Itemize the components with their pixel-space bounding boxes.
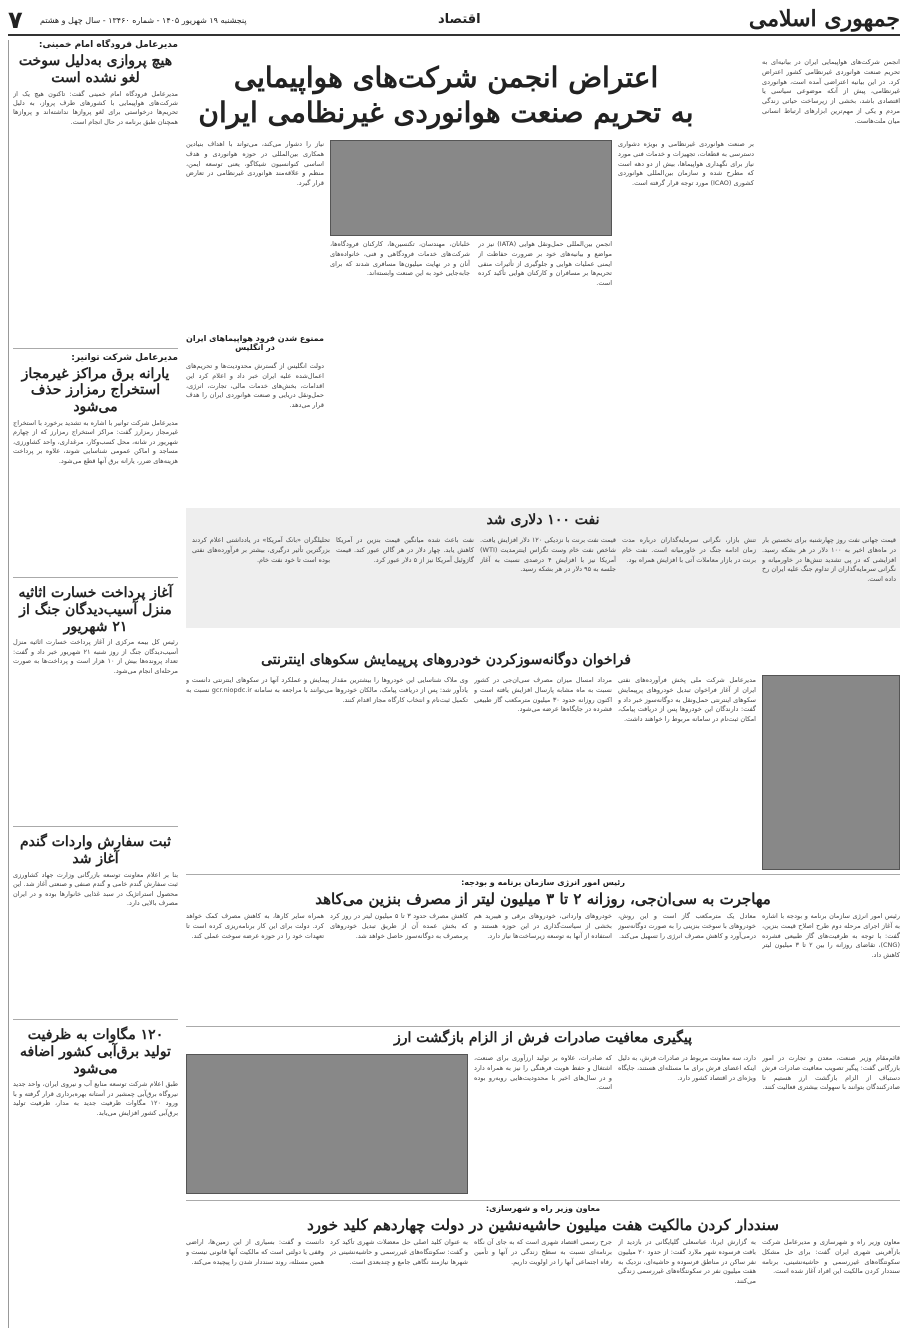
- oil-column-5: تحلیلگران «بانک آمریکا» در یادداشتی اعلام کردند بزرگترین تأثیر درگیری، بیشتر بر فرآورده‌های نفتی بوده است تا خود نفت خام.: [192, 536, 330, 564]
- cng-cars-photo: [762, 675, 900, 870]
- lead-headline-line2: به تحریم صنعت هوانوردی غیرنظامی ایران: [198, 96, 694, 129]
- oil-column-2: تنش بازار، نگرانی سرمایه‌گذاران درباره مدت زمان ادامه جنگ در خاورمیانه است. نفت خام برنت در بازار معاملات آتی با افزایش همراه بود.: [622, 536, 756, 564]
- sidebar-item-insurance: [13, 577, 178, 818]
- petrol-headline: مهاجرت به سی‌ان‌جی، روزانه ۲ تا ۳ میلیون لیتر از مصرف بنزین می‌کاهد: [315, 890, 771, 908]
- lead-headline-line1: اعتراض انجمن شرکت‌های هواپیمایی: [233, 61, 659, 94]
- divider-carpet: [186, 1026, 900, 1027]
- cng-headline: فراخوان دوگانه‌سوزکردن خودروهای پرپیمایش سکوهای اینترنتی: [261, 652, 631, 668]
- sidebar-text-airport: مدیرعامل فرودگاه امام خمینی گفت: تاکنون هیچ یک از شرکت‌های هواپیمایی با کشورهای طرف پرواز، به دلیل تحریم‌ها درخواستی برای لغو پروازها نداشته‌اند و پروازها همچنان طبق برنامه در حال انجام است.: [13, 89, 178, 126]
- housing-column-3: جرح رسمی اقتصاد شهری است که به جای آن نگاه برنامه‌ای نسبت به سطح زندگی در آنها و تأمین رفاه اجتماعی آنها را در اولویت داریم.: [474, 1238, 612, 1266]
- petrol-column-3: خودروهای وارداتی، خودروهای برقی و هیبرید هم بخشی از سیاست‌گذاری در این حوزه هستند و استفاده از آنها به توسعه زیرساخت‌ها نیاز دارد.: [474, 912, 612, 940]
- housing-column-5: دانست و گفت: بسیاری از این زمین‌ها، اراضی وقفی یا دولتی است که مالکیت آنها قانونی نیست و همین مسئله، روند سنددار شدن را پیچیده می‌کند.: [186, 1238, 324, 1266]
- oil-column-3: قیمت نفت برنت با نزدیکی ۱۲۰ دلار افزایش یافت. شاخص نفت خام وست تگزاس اینترمدیت (WTI) آمریکا نیز با افزایش ۴ درصدی نسبت به آغاز جلسه به ۹۵ دلار در هر بشکه رسید.: [480, 536, 616, 574]
- lead-headline: [186, 60, 706, 130]
- sidebar: [8, 40, 178, 1328]
- sidebar-head-airport: هیچ پروازی به‌دلیل سوخت لغو نشده است: [18, 53, 173, 86]
- petrol-column-2: معادل یک مترمکعب گاز است و این روش، خودروهای با سوخت بنزینی را به صورت دوگانه‌سوز درمی‌آورد و کاهش مصرف انرژی را تسهیل می‌کند.: [618, 912, 756, 940]
- lead-column-2: بر صنعت هوانوردی غیرنظامی و بویژه دشواری دسترسی به قطعات، تجهیزات و خدمات فنی مورد نیاز برای نگهداری هواپیماها، بیش از دو دهه است که مطرح شده و سازمان بین‌المللی هوانوردی کشوری (ICAO) مورد توجه قرار گرفته است.: [618, 140, 754, 187]
- housing-column-4: به عنوان کلید اصلی حل معضلات شهری تأکید کرد و گفت: سکونتگاه‌های غیررسمی و حاشیه‌نشینی در شهرها نیازمند نگاهی جامع و چندبعدی است.: [330, 1238, 468, 1266]
- petrol-column-4: کاهش مصرف حدود ۳ تا ۵ میلیون لیتر در روز کرد که بخش عمده آن از طریق تبدیل خودروهای پرمصرف به دوگانه‌سوز حاصل خواهد شد.: [330, 912, 468, 940]
- section-title: اقتصاد: [438, 12, 481, 27]
- sidebar-kicker-crypto: مدیرعامل شرکت توانیر:: [71, 352, 178, 363]
- petrol-column-5: همراه سایر کارها، به کاهش مصرف کمک خواهد کرد. دولت برای این کار برنامه‌ریزی کرده است تا تعهدات خود را در حوزه عرضه سوخت عملی کند.: [186, 912, 324, 940]
- housing-headline: سنددار کردن مالکیت هفت میلیون حاشیه‌نشین در دولت چهاردهم کلید خورد: [307, 1216, 779, 1234]
- sidebar-item-hydro: [13, 1019, 178, 1230]
- divider-petrol: [186, 874, 900, 875]
- lead-column-4: نیاز را دشوار می‌کند، می‌تواند با اهداف بنیادین همکاری بین‌المللی در حوزه هوانوردی و هدف اساسی کنوانسیون شیکاگو، یعنی توسعه ایمن، منظم و علاقه‌مند هوانوردی غیرنظامی در تعارض قرار گیرد.: [186, 140, 324, 187]
- sidebar-item-wheat: [13, 826, 178, 1011]
- carpet-column-2: دارد، سه معاونت مربوط در صادرات فرش، به دلیل اینکه اعضای فرش برای ما مسئله‌ای هستند، جایگاه ویژه‌ای در اقتصاد کشور دارد.: [618, 1054, 756, 1082]
- sidebar-kicker-airport: مدیرعامل فرودگاه امام خمینی:: [38, 40, 178, 50]
- divider-housing: [186, 1200, 900, 1201]
- sidebar-head-wheat: ثبت سفارش واردات گندم آغاز شد: [19, 834, 172, 868]
- carpet-headline: پیگیری معافیت صادرات فرش از الزام بازگشت ارز: [393, 1030, 693, 1046]
- housing-column-1: معاون وزیر راه و شهرسازی و مدیرعامل شرکت بازآفرینی شهری ایران گفت: برای حل مشکل سکونتگاه‌های غیررسمی و حاشیه‌نشینی، برنامه سنددار کردن مالکیت این افراد آغاز شده است.: [762, 1238, 900, 1276]
- lead-column-5: خلبانان، مهندسان، تکنسین‌ها، کارکنان فرودگاه‌ها، شرکت‌های خدمات فرودگاهی و فنی، خانواده‌های آنان و در نهایت میلیون‌ها مسافری شدند که برای جابه‌جایی خود به این صنعت وابسته‌اند.: [330, 240, 470, 278]
- sidebar-text-crypto: مدیرعامل شرکت توانیر با اشاره به تشدید برخورد با استخراج غیرمجاز رمزارز گفت: مراکز استخراج رمزارز که از چهارم شهریور در شانه، محل کسب‌وکار، مرغداری، واحد کشاورزی، مساجد و اماکن عمومی شناسایی شوند، علاوه بر پرداخت هزینه‌های ضرر، یارانه برق آنها قطع می‌شود.: [13, 418, 178, 465]
- oil-column-4: نفت باعث شده میانگین قیمت بنزین در آمریکا کاهش یابد. چهار دلار در هر گالن عبور کند. قیمت گازوئیل آمریکا نیز از ۵ دلار عبور کرد.: [336, 536, 474, 564]
- petrol-kicker: رئیس امور انرژی سازمان برنامه و بودجه:: [461, 878, 625, 887]
- lead-column-1: انجمن شرکت‌های هواپیمایی ایران در بیانیه‌ای به تحریم صنعت هوانوردی غیرنظامی کشور اعتراض کرد. در این بیانیه اعتراضی آمده است، هوانوردی غیرنظامی، پیش از آنکه موضوعی سیاسی یا اقتصادی باشد، بخشی از زیرساخت حیاتی زندگی مردم و یکی از مهم‌ترین ابزارهای ارتباط انسانی میان ملت‌هاست.: [762, 58, 900, 125]
- date-line: پنجشنبه ۱۹ شهریور ۱۴۰۵ - شماره ۱۳۴۶۰ - سال چهل و هشتم: [40, 16, 247, 25]
- masthead: [8, 6, 900, 36]
- cng-column-2: مرداد امسال میزان مصرف سی‌ان‌جی در کشور نسبت به ماه مشابه پارسال افزایش یافته است و اکنون روزانه حدود ۳۰ میلیون مترمکعب گاز طبیعی فشرده در جایگاه‌ها عرضه می‌شود.: [474, 676, 612, 714]
- sidebar-text-wheat: بنا بر اعلام معاونت توسعه بازرگانی وزارت جهاد کشاورزی ثبت سفارش گندم خامی و گندم صنفی و صنعتی آغاز شد. این محصول استراتژیک در سبد غذایی خانوارها بوده و در ایران مصرف بالایی دارد.: [13, 870, 178, 908]
- carpet-column-1: قائم‌مقام وزیر صنعت، معدن و تجارت در امور بازرگانی گفت: پیگیر تصویب معافیت صادرات فرش دستباف از الزام بازگشت ارز هستیم تا صادرکنندگان بتوانند با سهولت بیشتری فعالیت کنند.: [762, 1054, 900, 1092]
- cng-column-1: مدیرعامل شرکت ملی پخش فرآورده‌های نفتی ایران از آغاز فراخوان تبدیل خودروهای پرپیمایش سکوهای اینترنتی حمل‌ونقل به دوگانه‌سوز خبر داد و گفت: دارندگان این خودروها پس از دریافت پیامک، امکان ثبت‌نام در سامانه مربوط را خواهند داشت.: [618, 676, 756, 723]
- carpet-column-3: که صادرات، علاوه بر تولید ارزآوری برای صنعت، اشتغال و حفظ هویت فرهنگی را نیز به همراه دارد و در سال‌های اخیر با محدودیت‌هایی روبه‌رو بوده است.: [474, 1054, 612, 1092]
- sidebar-item-airport: [13, 40, 178, 340]
- petrol-column-1: رئیس امور انرژی سازمان برنامه و بودجه با اشاره به آغاز اجرای مرحله دوم طرح اصلاح قیمت بنزین، گفت: با توجه به ظرفیت‌های گاز طبیعی فشرده (CNG)، تقاضای روزانه را بین ۲ تا ۳ میلیون لیتر کاهش داد.: [762, 912, 900, 959]
- sidebar-head-hydro: ۱۲۰ مگاوات به ظرفیت تولید برق‌آبی کشور اضافه می‌شود: [20, 1026, 171, 1077]
- oil-headline: نفت ۱۰۰ دلاری شد: [486, 512, 600, 528]
- sidebar-head-crypto: یارانه برق مراکز غیرمجاز استخراج رمزارز حذف می‌شود: [21, 365, 170, 416]
- sidebar-head-insurance: آغاز پرداخت خسارت اثاثیه منزل آسیب‌دیدگان جنگ از ۲۱ شهریور: [18, 584, 173, 635]
- sidebar-text-hydro: طبق اعلام شرکت توسعه منابع آب و نیروی ایران، واحد جدید نیروگاه برق‌آبی چمشیر در آستانه بهره‌برداری قرار گرفته و با ورود ۱۲۰ مگاوات ظرفیت جدید به مدار، ظرفیت تولید برق‌آبی کشور افزایش می‌یابد.: [13, 1080, 178, 1117]
- cng-column-3: وی ملاک شناسایی این خودروها را بیشترین مقدار پیمایش و عملکرد آنها در سکوهای اینترنتی دانست و یادآور شد: پس از دریافت پیامک، مالکان خودروها می‌توانند با مراجعه به سامانه gcr.niopdc.ir نسبت به تکمیل ثبت‌نام و انتخاب کارگاه مجاز اقدام کنند.: [186, 676, 468, 704]
- airplanes-photo: [330, 140, 612, 236]
- oil-column-1: قیمت جهانی نفت روز چهارشنبه برای نخستین بار در ماه‌های اخیر به ۱۰۰ دلار در هر بشکه رسید. افزایشی که در پی تشدید تنش‌ها در خاورمیانه و نگرانی سرمایه‌گذاران از تداوم جنگ علیه ایران رخ داده است.: [762, 536, 896, 583]
- lead-subhead: ممنوع شدن فرود هواپیماهای ایران در انگلیس: [186, 334, 324, 352]
- carpet-photo: [186, 1054, 468, 1194]
- housing-kicker: معاون وزیر راه و شهرسازی:: [485, 1204, 601, 1213]
- sidebar-text-insurance: رئیس کل بیمه مرکزی از آغاز پرداخت خسارت اثاثیه منزل آسیب‌دیدگان جنگ از روز شنبه ۲۱ شهریور خبر داد و گفت: تعداد پرونده‌ها بیش از ۱۰ هزار است و پرداخت‌ها به صورت مرحله‌ای انجام می‌شود.: [13, 638, 178, 675]
- housing-column-2: به گزارش ایرنا، عباسعلی گلپایگانی در بازدید از بافت فرسوده شهر ملارد گفت: از حدود ۲۰ میلیون نفر ساکن در مناطق فرسوده و حاشیه‌ای، نزدیک به هفت میلیون نفر در سکونتگاه‌های غیررسمی زندگی می‌کنند.: [618, 1238, 756, 1285]
- sidebar-item-crypto: [13, 348, 178, 569]
- newspaper-logo: جمهوری اسلامی: [748, 6, 900, 32]
- lead-subhead-text: دولت انگلیس از گسترش محدودیت‌ها و تحریم‌های اعمال‌شده علیه ایران خبر داد و اعلام کرد این اقدامات، بخش‌های خدمات مالی، تجارت، انرژی، حمل‌ونقل دریایی و صنعت هوانوردی ایران را هدف قرار می‌دهد.: [186, 362, 324, 409]
- lead-column-3: انجمن بین‌المللی حمل‌ونقل هوایی (IATA) نیز در مواضع و بیانیه‌های خود بر ضرورت حفاظت از ایمنی عملیات هوایی و جلوگیری از تأثیرات منفی تحریم‌ها بر مسافران و کارکنان هوایی تأکید کرده است.: [478, 240, 612, 287]
- page-number: ۷: [8, 6, 23, 34]
